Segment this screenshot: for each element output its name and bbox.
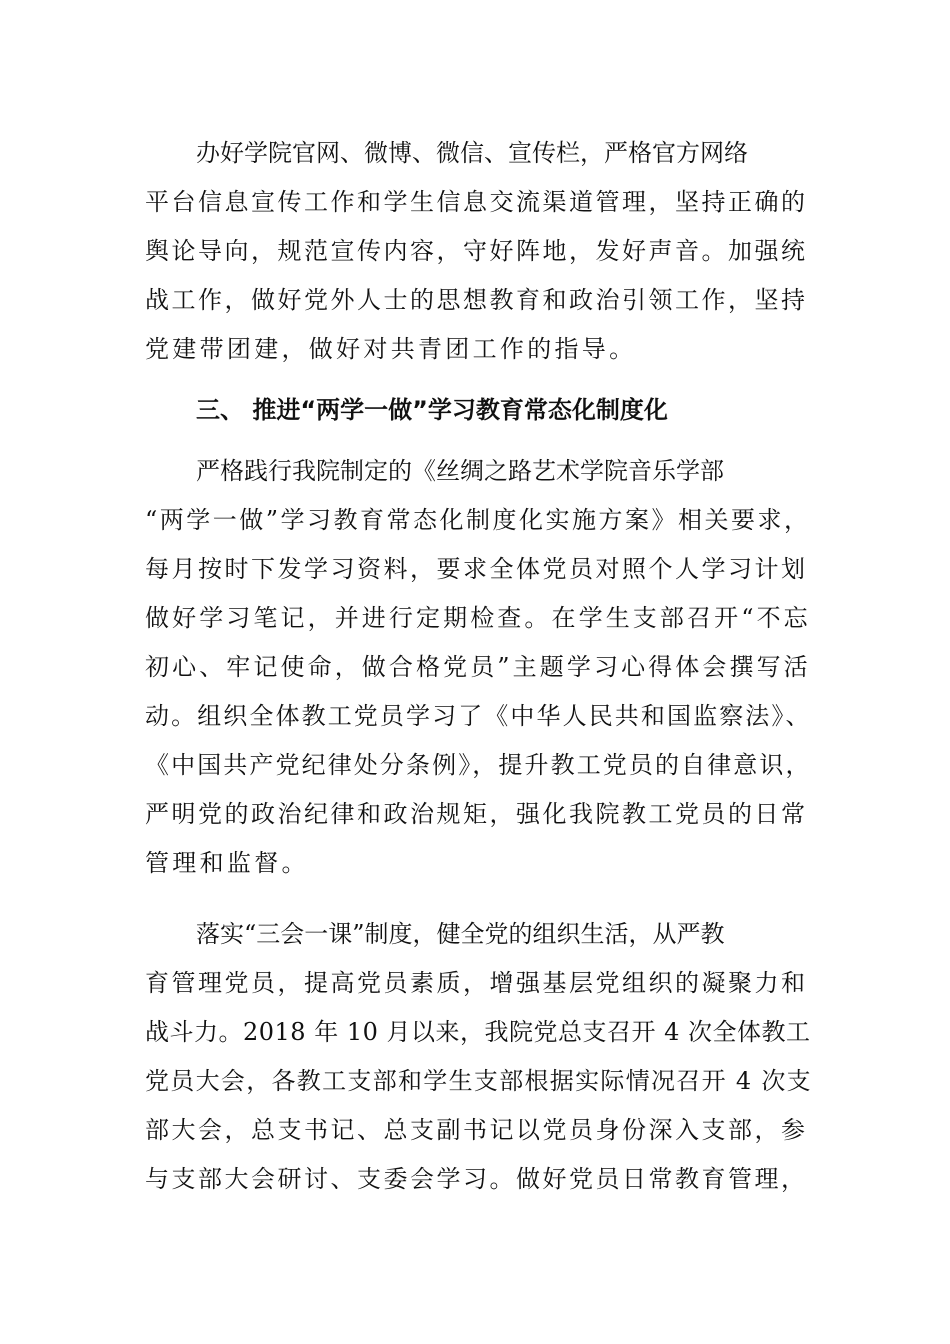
paragraph-3-line-3: 战斗力。2018 年 10 月以来，我院党总支召开 4 次全体教工 [145, 1018, 811, 1046]
paragraph-1-line-5: 党建带团建，做好对共青团工作的指导。 [145, 335, 637, 363]
paragraph-1-line-3: 舆论导向，规范宣传内容，守好阵地，发好声音。加强统 [145, 237, 808, 265]
paragraph-1-line-1: 办好学院官网、微博、微信、宣传栏，严格官方网络 [196, 139, 748, 167]
paragraph-2-line-2: “两学一做”学习教育常态化制度化实施方案》相关要求， [145, 506, 811, 534]
paragraph-3-line-4: 党员大会，各教工支部和学生支部根据实际情况召开 4 次支 [145, 1067, 812, 1095]
paragraph-3-line-2: 育管理党员，提高党员素质，增强基层党组织的凝聚力和 [145, 969, 808, 997]
paragraph-2-line-5: 初心、牢记使命，做合格党员”主题学习心得体会撰写活 [145, 653, 811, 681]
paragraph-1-line-4: 战工作，做好党外人士的思想教育和政治引领工作，坚持 [145, 286, 808, 314]
paragraph-2-line-1: 严格践行我院制定的《丝绸之路艺术学院音乐学部 [196, 457, 724, 485]
paragraph-3-line-5: 部大会，总支书记、总支副书记以党员身份深入支部，参 [145, 1116, 808, 1144]
paragraph-2-line-8: 严明党的政治纪律和政治规矩，强化我院教工党员的日常 [145, 800, 808, 828]
paragraph-2-line-7: 《中国共产党纪律处分条例》，提升教工党员的自律意识， [145, 751, 812, 779]
paragraph-2-line-3: 每月按时下发学习资料，要求全体党员对照个人学习计划 [145, 555, 808, 583]
paragraph-3-line-1: 落实“三会一课”制度，健全党的组织生活，从严教 [196, 920, 725, 948]
paragraph-1-line-2: 平台信息宣传工作和学生信息交流渠道管理，坚持正确的 [145, 188, 808, 216]
paragraph-2-line-4: 做好学习笔记，并进行定期检查。在学生支部召开“不忘 [145, 604, 811, 632]
paragraph-2-line-6: 动。组织全体教工党员学习了《中华人民共和国监察法》、 [145, 702, 812, 730]
section-heading: 三、 推进“两学一做”学习教育常态化制度化 [196, 396, 668, 424]
paragraph-2-line-9: 管理和监督。 [145, 849, 309, 877]
paragraph-3-line-6: 与支部大会研讨、支委会学习。做好党员日常教育管理， [145, 1165, 808, 1193]
